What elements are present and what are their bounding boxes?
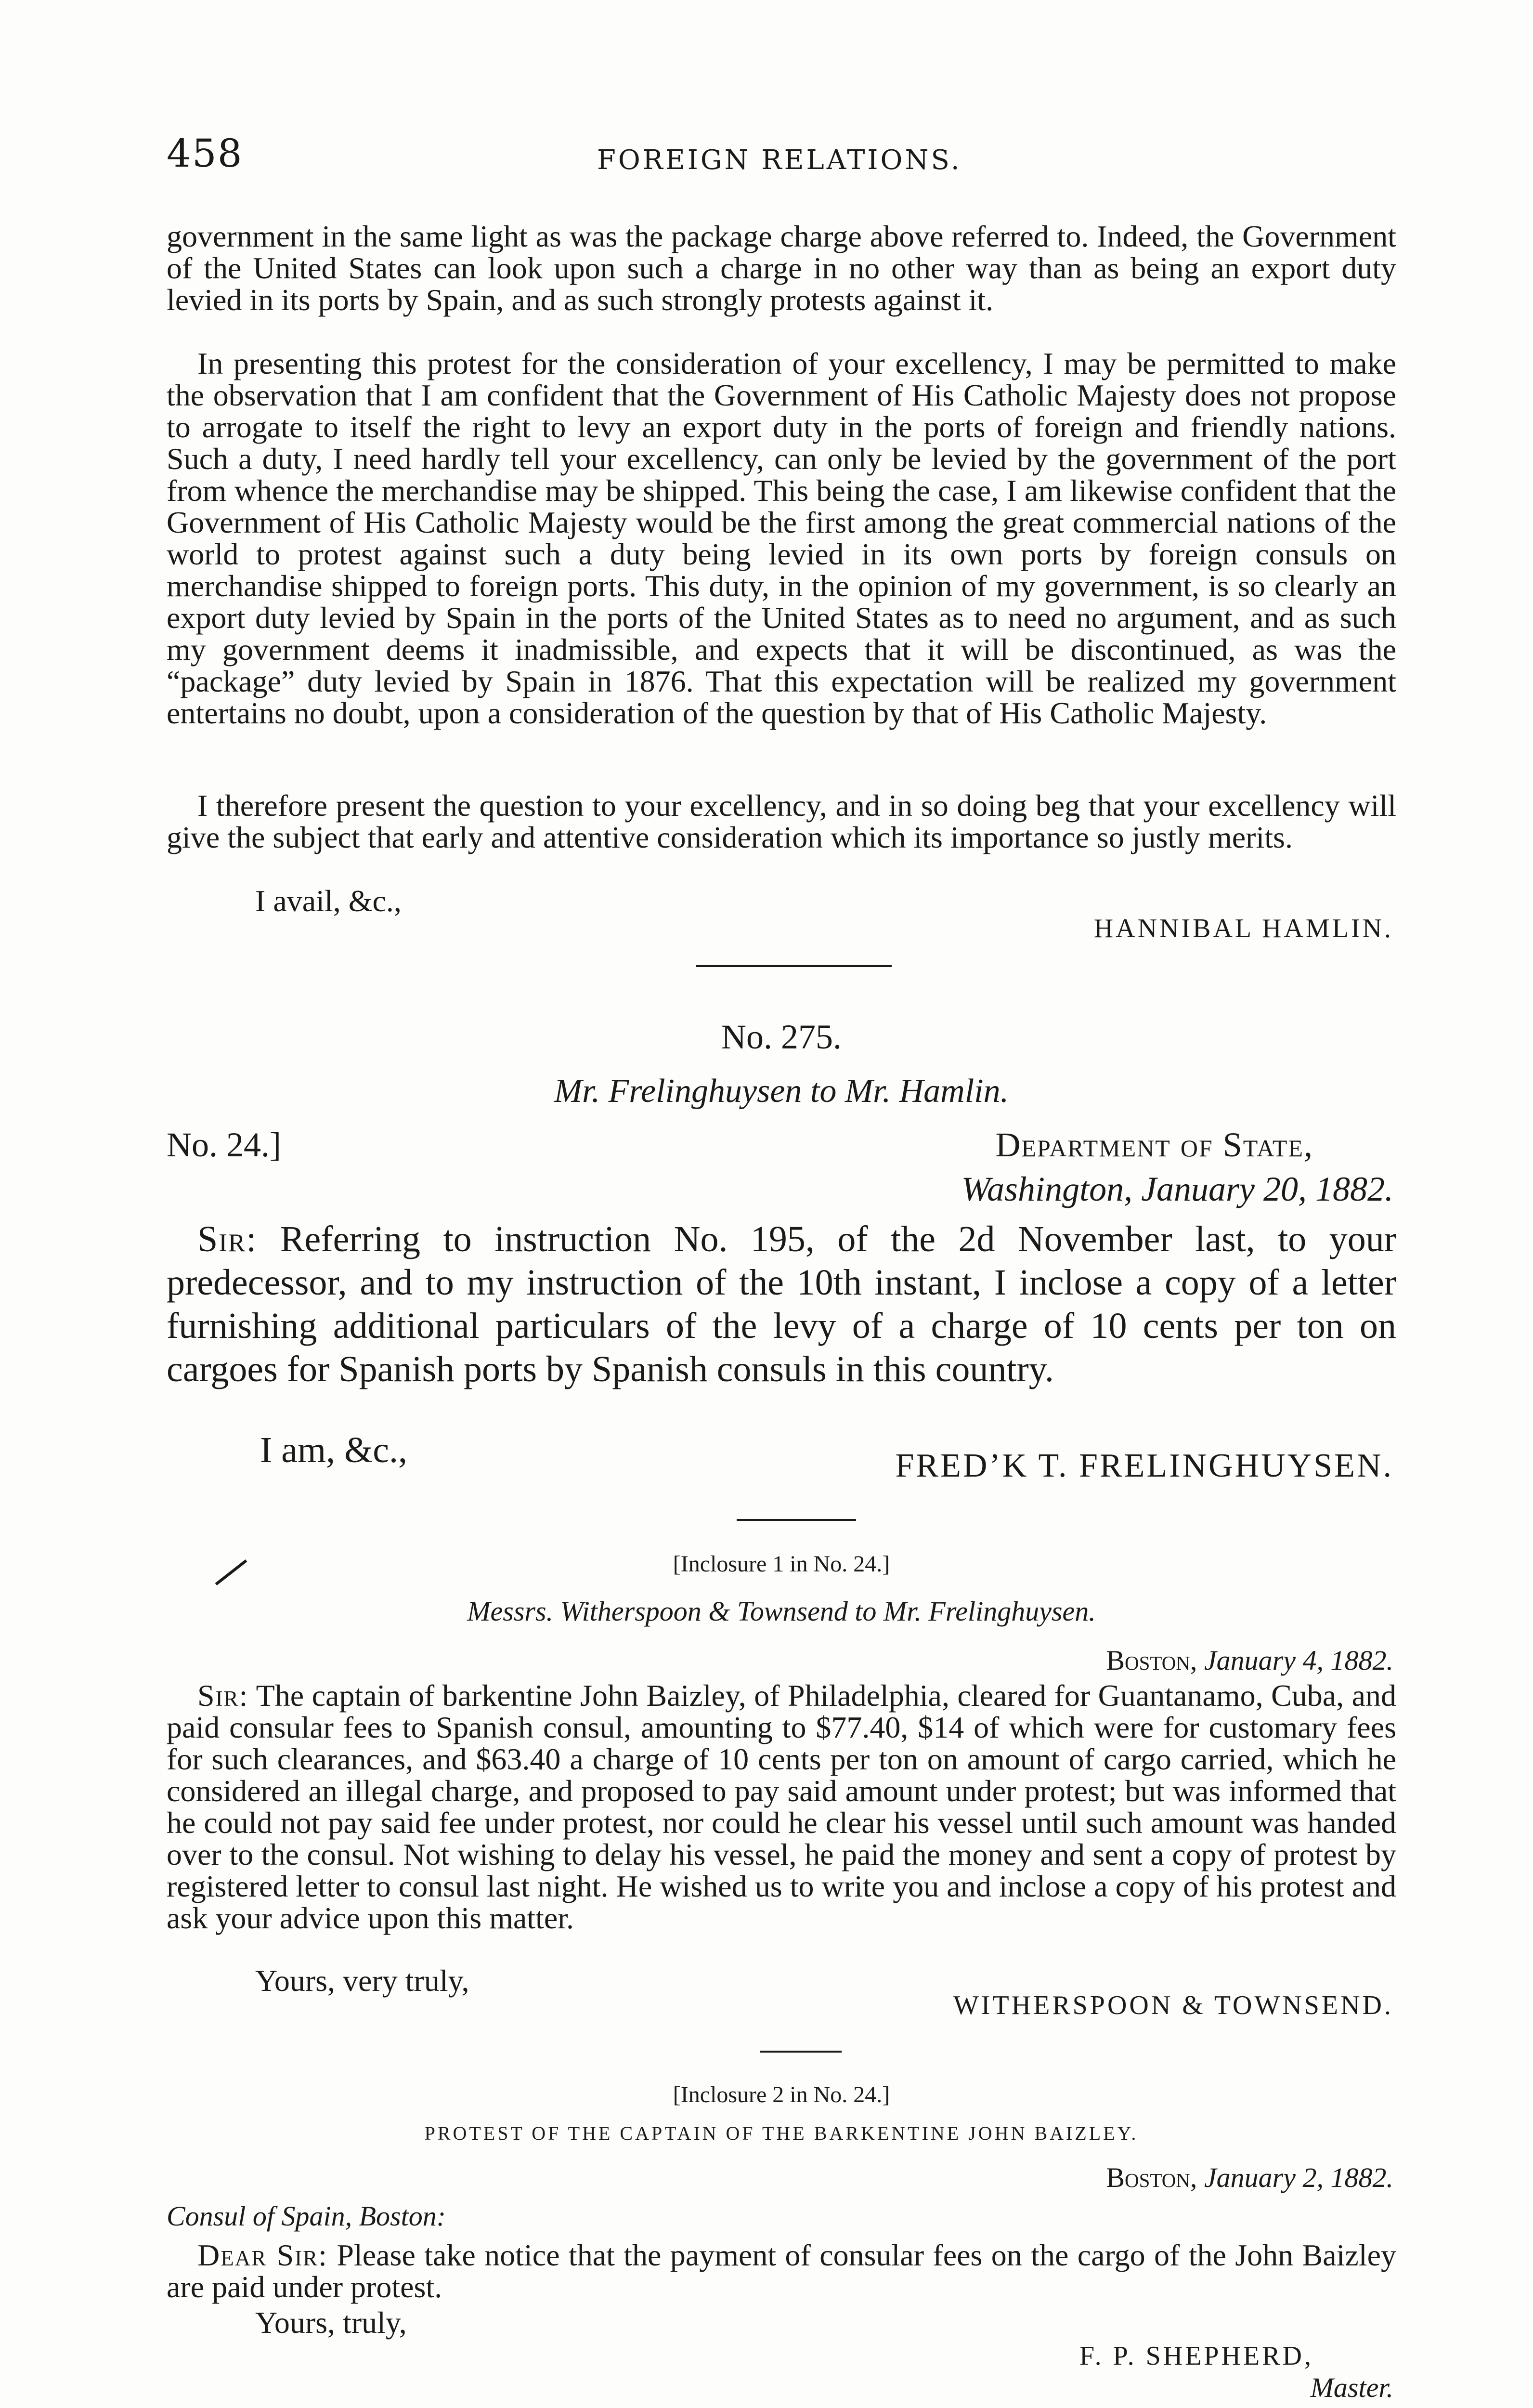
document-number: No. 275. (721, 1018, 842, 1056)
instruction-signature: FRED’K T. FRELINGHUYSEN. (895, 1447, 1393, 1484)
inclosure-title: PROTEST OF THE CAPTAIN OF THE BARKENTINE JOHN BAIZLEY. (424, 2122, 1139, 2144)
salutation: Sir: (197, 1678, 249, 1713)
section-divider (760, 2051, 842, 2053)
inclosure-dateline (1106, 2161, 1393, 2194)
dateline-date: January 4, 1882. (1204, 1645, 1393, 1676)
section-divider (696, 965, 892, 967)
inclosure-signature: WITHERSPOON & TOWNSEND. (953, 1990, 1393, 2020)
protest-text: Please take notice that the payment of consular fees on the cargo of the John Baizley are paid under protest. (167, 2238, 1397, 2304)
running-title: FOREIGN RELATIONS. (597, 144, 962, 176)
inclosure-label: [Inclosure 2 in No. 24.] (673, 2082, 890, 2107)
place-date: Washington, January 20, 1882. (961, 1170, 1393, 1208)
dateline-place: Boston, (1106, 1645, 1197, 1676)
inclosure-closing: Yours, very truly, (255, 1963, 469, 1998)
protest-signature-title: Master. (1310, 2372, 1393, 2403)
inclosure-body (167, 1680, 1396, 1934)
inclosure-title: Messrs. Witherspoon & Townsend to Mr. Frelinghuysen. (467, 1596, 1096, 1627)
letter1-paragraph-2: In presenting this protest for the consideration of your excellency, I may be permitted to make the observation that I am confident that the Government of His Catholic Majesty does not propose to arrogate to itself the right to levy an export duty in the ports of foreign and friendly nations. Such a duty, I need hardly tell your excellency, can only be levied by the government of the port from whence the merchandise may be shipped. This being the case, I am likewise confident that the Government of His Catholic Majesty would be the first among the great commercial nations of the world to protest against such a duty being levied in its own ports by foreign consuls on merchandise shipped to foreign ports. This duty, in the opinion of my government, is so clearly an export duty levied by Spain in the ports of the United States as to need no argument, and as such my government deems it inadmissible, and expects that it will be discontinued, as was the “package” duty levied by Spain in 1876. That this expectation will be realized my government entertains no doubt, upon a consideration of the question by that of His Catholic Majesty. (167, 346, 1396, 730)
inclosure-dateline (1106, 1644, 1393, 1676)
letter1-paragraph-1: government in the same light as was the package charge above referred to. Indeed, the Government of the United States can look upon such a charge in no other way than as being an export duty levied in its ports by Spain, and as such strongly protests against it. (167, 219, 1396, 317)
instruction-text: Referring to instruction No. 195, of the 2d November last, to your predecessor, and to my instruction of the 10th instant, I inclose a copy of a letter furnishing additional particulars of the levy of a charge of 10 cents per ton on cargoes for Spanish ports by Spanish consuls in this country. (167, 1219, 1396, 1389)
salutation: Dear Sir: (197, 2238, 328, 2272)
section-divider (737, 1519, 856, 1521)
instruction-closing: I am, &c., (260, 1430, 408, 1470)
reference-number: No. 24.] (167, 1125, 281, 1164)
inclosure-label: [Inclosure 1 in No. 24.] (673, 1551, 890, 1577)
salutation: Sir: (197, 1219, 258, 1259)
instruction-body (167, 1217, 1396, 1391)
document-title: Mr. Frelinghuysen to Mr. Hamlin. (554, 1073, 1009, 1110)
protest-body (167, 2239, 1396, 2303)
page-number: 458 (167, 131, 243, 176)
department-heading: Department of State, (995, 1125, 1313, 1164)
protest-signature: F. P. SHEPHERD, (1079, 2341, 1313, 2371)
protest-closing: Yours, truly, (255, 2305, 407, 2340)
inclosure-text: The captain of barkentine John Baizley, of Philadelphia, cleared for Guantanamo, Cuba, and paid consular fees to Spanish consul, amounting to $77.40, $14 of which were for customary fees for such clearances, and $63.40 a charge of 10 cents per ton on amount of cargo carried, which he considered an illegal charge, and proposed to pay said amount under protest; but was informed that he could not pay said fee under protest, nor could he clear his vessel until such amount was handed over to the consul. Not wishing to delay his vessel, he paid the money and sent a copy of protest by registered letter to consul last night. He wished us to write you and inclose a copy of his protest and ask your advice upon this matter. (167, 1678, 1397, 1935)
letter1-signature: HANNIBAL HAMLIN. (1093, 914, 1393, 943)
letter1-closing: I avail, &c., (255, 884, 402, 918)
letter1-paragraph-3: I therefore present the question to your excellency, and in so doing beg that your excellency will give the subject that early and attentive consideration which its importance so justly merits. (167, 788, 1396, 854)
dateline-date: January 2, 1882. (1204, 2162, 1393, 2193)
dateline-place: Boston, (1106, 2162, 1197, 2193)
addressee: Consul of Spain, Boston: (167, 2200, 446, 2232)
